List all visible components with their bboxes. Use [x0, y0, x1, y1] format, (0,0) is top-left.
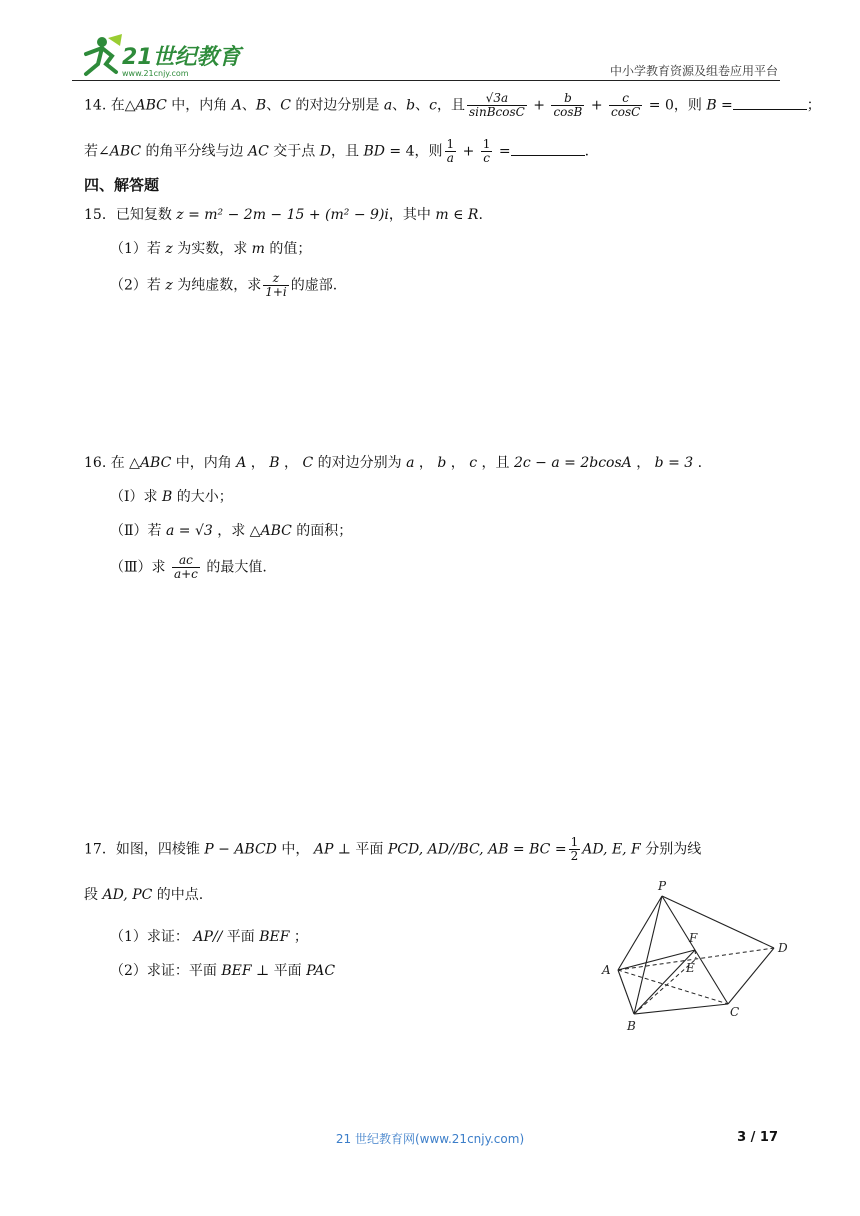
q17-part2: （2）求证：平面 BEF ⊥ 平面 PAC: [110, 963, 336, 979]
label-E: E: [686, 961, 695, 975]
edge-AB: [618, 970, 634, 1014]
fraction: $\frac{√3a}{\text{sinBcosC}}$: [468, 91, 525, 120]
edge-BF: [634, 950, 695, 1014]
running-figure-icon: [86, 34, 122, 74]
q15-part2: （2）若 z 为纯虚数，求 $\frac{z}{1+i}$ 的虚部.: [110, 271, 338, 300]
label-P: P: [658, 879, 667, 893]
q15-part1: （1）若 z 为实数，求 m 的值；: [110, 241, 312, 257]
fraction: $\frac{c}{\cos C}$: [611, 91, 641, 120]
label-D: D: [778, 941, 788, 955]
edge-PD: [662, 896, 774, 948]
fraction: $\frac{z}{1+i}$: [265, 271, 287, 300]
edge-PA: [618, 896, 662, 970]
logo-text: 21世纪教育: [122, 45, 241, 70]
fraction: $\frac{1}{2}$: [570, 835, 579, 864]
logo-url: www.21cnjy.com: [122, 69, 189, 78]
answer-blank: [733, 97, 807, 110]
q17-part1: （1）求证： AP// 平面 BEF ；: [110, 929, 308, 945]
answer-blank: [511, 143, 585, 156]
fraction: $\frac{1}{c}$: [482, 137, 491, 166]
edge-AC: [618, 970, 728, 1004]
footer-site[interactable]: 21 世纪教育网(www.21cnjy.com): [335, 1132, 525, 1146]
label-C: C: [730, 1005, 740, 1019]
edge-CD: [728, 948, 774, 1004]
header-divider: [72, 80, 780, 81]
fraction: $\frac{1}{a}$: [446, 137, 455, 166]
q16-part1: （Ⅰ）求 B 的大小；: [110, 489, 233, 505]
q14-line1: 14. 在△ABC 中，内角 A、B、C 的对边分别是 a、b、c，且 $\frac{√3a}{\text{sinBcosC}}$ + $\frac{b}{\cos B}$ + $\frac{c}{\cos C}$ = 0，则 B = ；: [84, 91, 821, 120]
fraction: $\frac{ac}{a+c}$: [173, 553, 198, 582]
q15-stem: 15．已知复数 z = m² − 2m − 15 + (m² − 9)i，其中 m ∈ R.: [84, 207, 483, 223]
section-title: 四、解答题: [84, 176, 160, 194]
site-logo: [72, 34, 252, 80]
q16-part2: （Ⅱ）若 a = √3 ，求 △ABC 的面积；: [110, 523, 353, 539]
label-F: F: [689, 931, 698, 945]
pyramid-diagram: [596, 878, 796, 1038]
label-A: A: [602, 963, 611, 977]
q17-stem: 17．如图，四棱锥 P − ABCD 中， AP ⊥ 平面 PCD, AD//BC, AB = BC = $\frac{1}{2}$ AD, E, F 分别为线: [84, 835, 702, 864]
edge-AF: [618, 950, 695, 970]
label-B: B: [627, 1019, 636, 1033]
edge-PB: [634, 896, 662, 1014]
q16-part3: （Ⅲ）求 $\frac{ac}{a+c}$ 的最大值.: [110, 553, 267, 582]
q14-line2: 若∠ABC 的角平分线与边 AC 交于点 D，且 BD = 4，则 $\frac{1}{a}$ + $\frac{1}{c}$ = .: [84, 137, 590, 166]
page-number: 3 / 17: [737, 1130, 778, 1145]
fraction: $\frac{b}{\cos B}$: [553, 91, 583, 120]
q17-stem-line2: 段 AD, PC 的中点.: [84, 887, 204, 903]
q16-stem: 16. 在 △ABC 中，内角 A ， B ， C 的对边分别为 a ， b ， c ，且 2c − a = 2bcosA ， b = 3 .: [84, 455, 703, 471]
edge-BC: [634, 1004, 728, 1014]
platform-label: 中小学教育资源及组卷应用平台: [609, 64, 778, 78]
